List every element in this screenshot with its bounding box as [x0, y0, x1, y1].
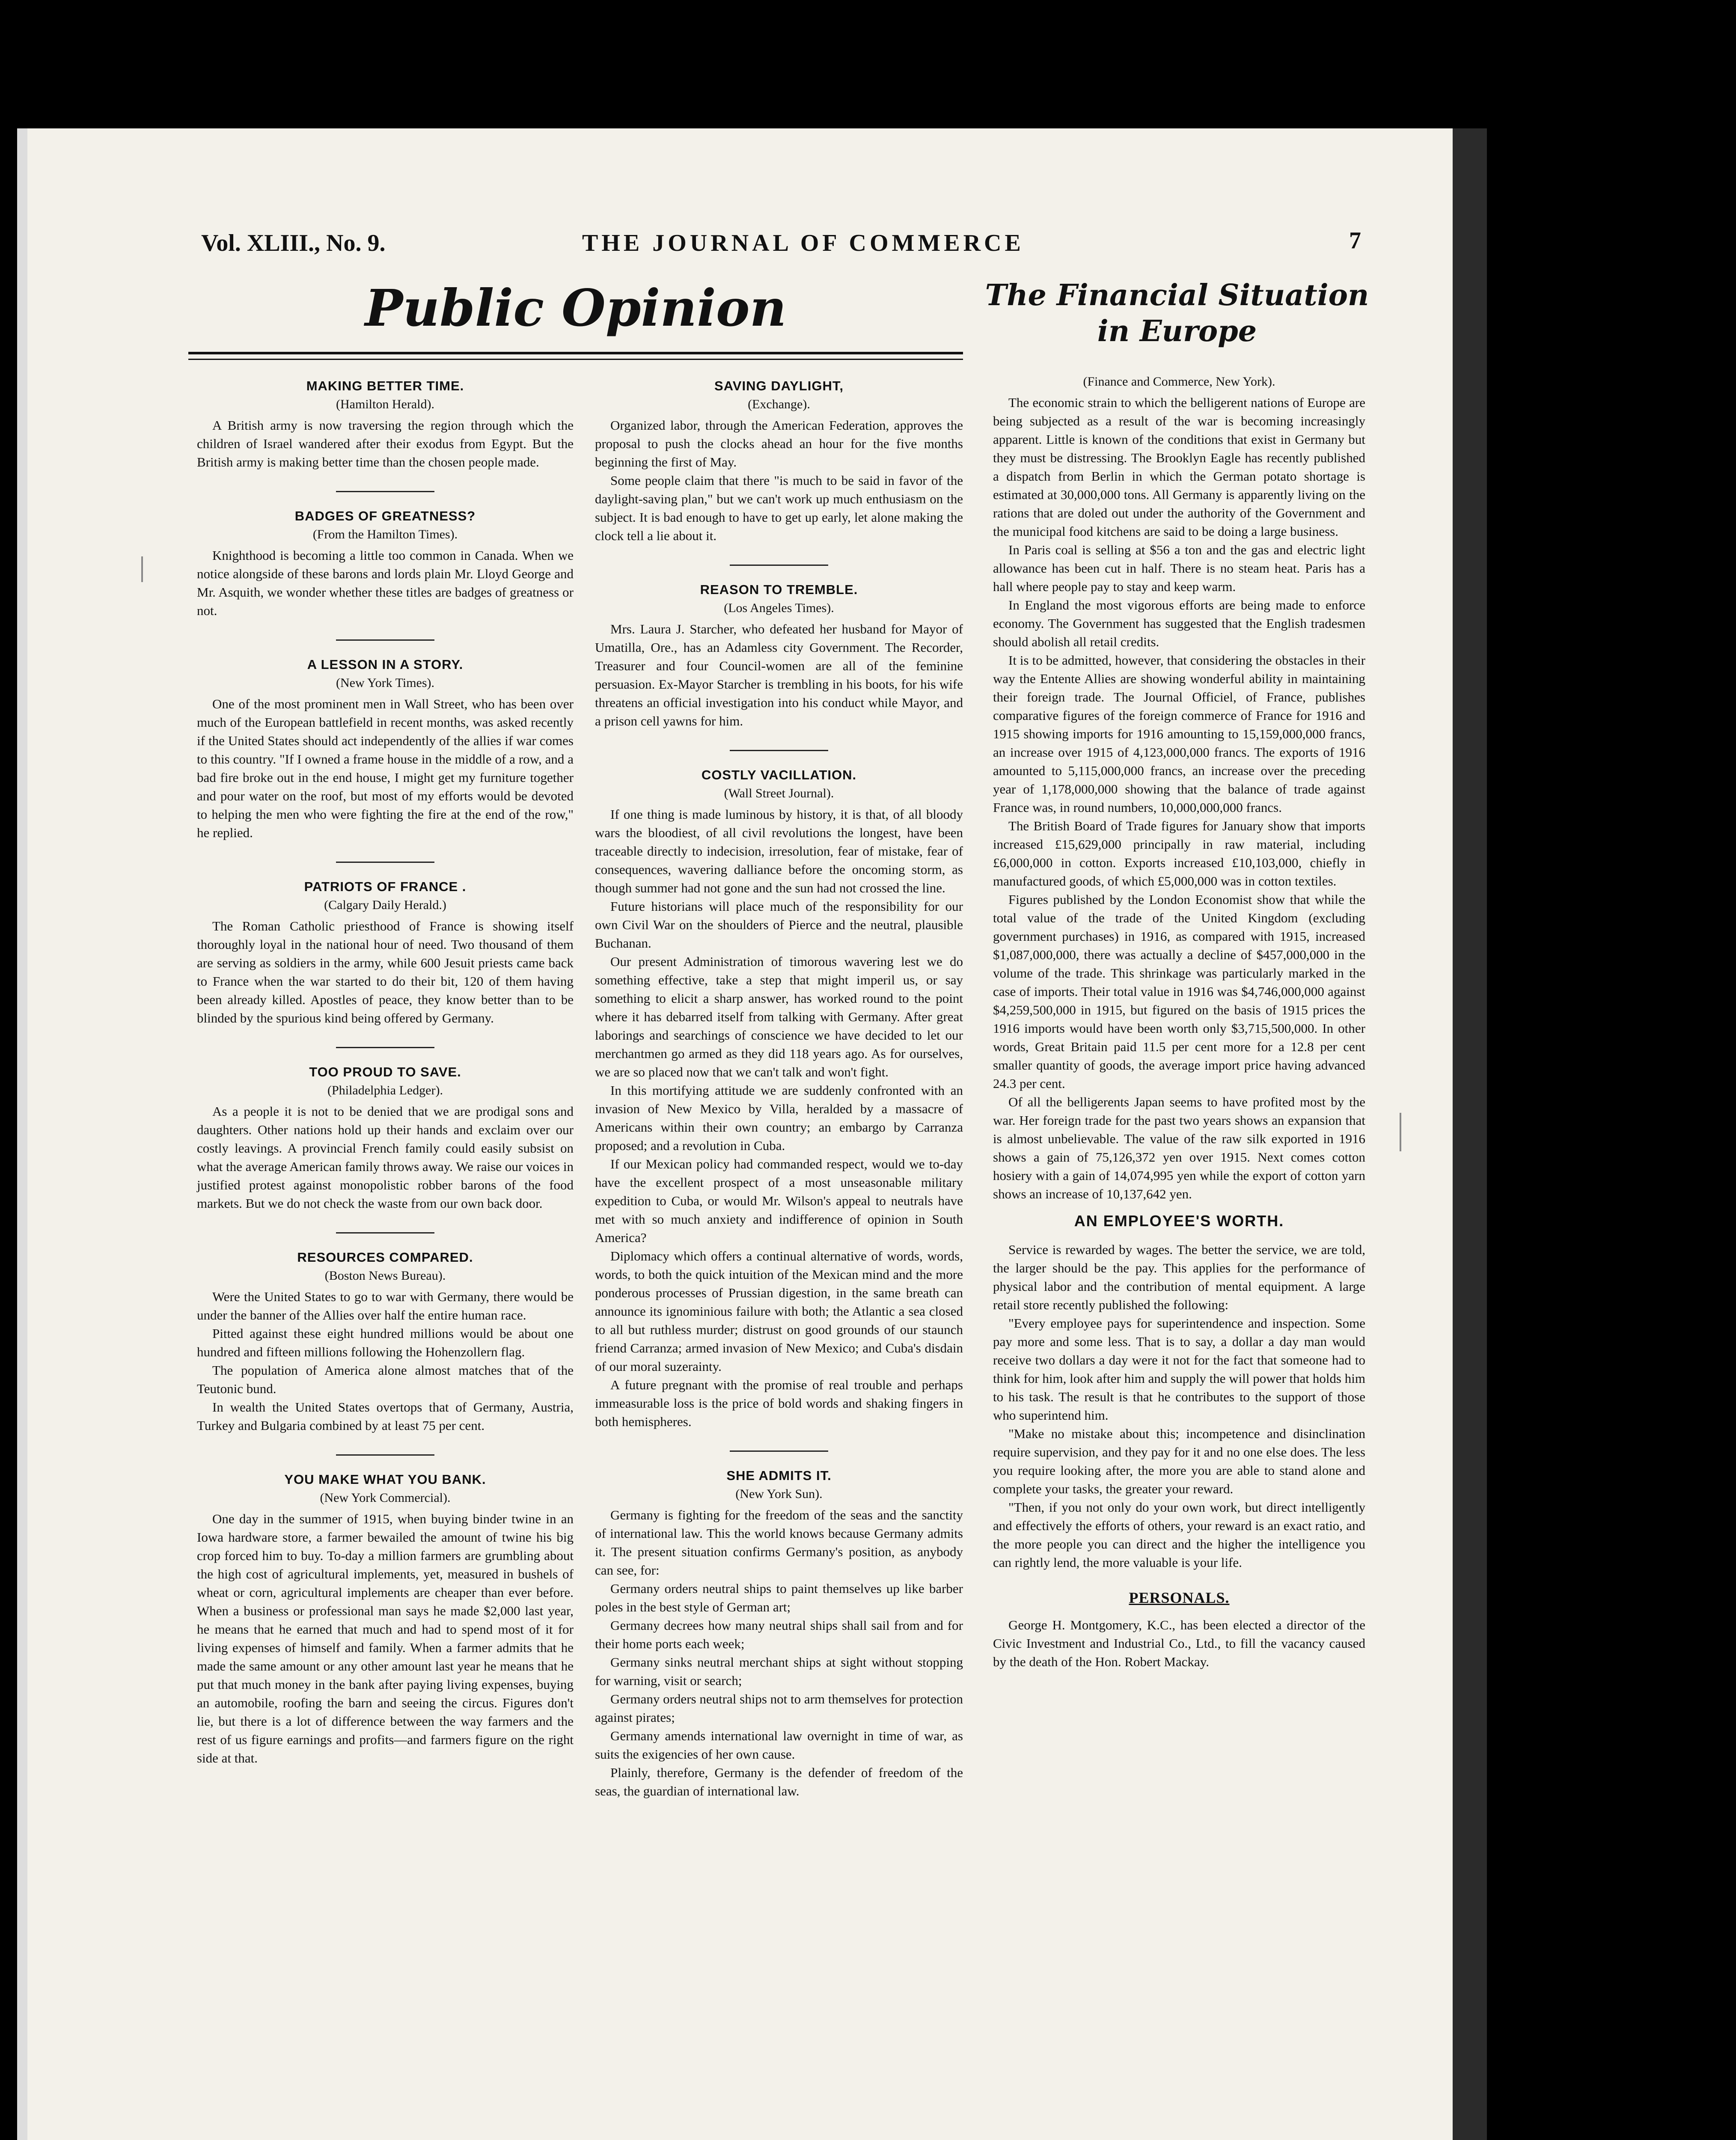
- article-source: (Wall Street Journal).: [724, 786, 834, 800]
- volume-number: Vol. XLIII., No. 9.: [201, 230, 386, 256]
- article-paragraph: It is to be admitted, however, that considering the obstacles in their way the Entente Allies are showing wonderful ability in maintaining their foreign trade. The Journal Officiel, of France, publishes comparative figures of the foreign commerce of France for 1916 and 1915 showing imports for 1916 amounting to 15,159,000,000 francs, an increase over 1915 of 4,123,000,000 francs. The exports of 1916 amounted to 5,115,000,000 francs, an increase over the preceding year of 1,178,000,000 showing that the balance of trade against France was, in round numbers, 10,000,000,000 francs.: [993, 653, 1365, 815]
- article-source: (New York Times).: [336, 676, 435, 690]
- article-source: (Philadelphia Ledger).: [327, 1083, 443, 1097]
- article: [197, 877, 574, 1027]
- article-title: YOU MAKE WHAT YOU BANK.: [284, 1472, 486, 1487]
- article-paragraph: If our Mexican policy had commanded respect, would we to-day have the excellent prospect of a most unseasonable military expedition to Cuba, or would Mr. Wilson's appeal to neutrals have met with so much anxiety and indifference of opinion in South America?: [595, 1156, 963, 1245]
- article-paragraph: Germany decrees how many neutral ships shall sail from and for their home ports each week;: [595, 1618, 963, 1651]
- article: [595, 580, 963, 730]
- article-source: (Boston News Bureau).: [324, 1269, 446, 1283]
- article-paragraph: One day in the summer of 1915, when buying binder twine in an Iowa hardware store, a farmer bewailed the amount of twine his big crop forced him to buy. To-day a million farmers are grumbling about the high cost of agricultural implements, yet, measured in bushels of wheat or corn, agricultural implements are cheaper than ever before. When a business or professional man says he made $2,000 last year, he means that he earned that much and had to spend most of it for living expenses of himself and family. When a farmer admits that he made the same amount or any other amount last year he means that he put that much money in the bank after paying living expenses, buying an automobile, roofing the barn and seeing the circus. Figures don't lie, but there is a lot of difference between the way farmers and the rest of us figure earnings and profits—and farmers figure on the right side at that.: [197, 1511, 574, 1766]
- article-paragraph: George H. Montgomery, K.C., has been elected a director of the Civic Investment and Industrial Co., Ltd., to fill the vacancy caused by the death of the Hon. Robert Mackay.: [993, 1617, 1365, 1669]
- article-paragraph: Organized labor, through the American Federation, approves the proposal to push the clocks ahead an hour for the five months beginning the first of May.: [595, 418, 963, 470]
- article-paragraph: If one thing is made luminous by history, it is that, of all bloody wars the bloodiest, of all civil revolutions the longest, have been traceable directly to indecision, irresolution, fear of mistake, fear of consequences, wavering dalliance before the oncoming storm, as though summer had not gone and the sun had not crossed the line.: [595, 807, 963, 895]
- article-title: MAKING BETTER TIME.: [306, 378, 464, 393]
- article-source: (From the Hamilton Times).: [312, 527, 458, 541]
- article-source: (Hamilton Herald).: [336, 397, 434, 411]
- article-divider: [730, 565, 828, 566]
- article: [197, 507, 574, 620]
- article-title: AN EMPLOYEE'S WORTH.: [1074, 1212, 1284, 1230]
- article: [197, 1470, 574, 1767]
- article-divider: [336, 639, 434, 641]
- article-source: (New York Sun).: [735, 1487, 823, 1501]
- article-divider: [336, 1047, 434, 1048]
- financial-article-body: [993, 393, 1365, 1203]
- article: [595, 1466, 963, 1800]
- article-title: PATRIOTS OF FRANCE .: [304, 879, 467, 894]
- article: [197, 1248, 574, 1435]
- article-divider: [730, 1450, 828, 1452]
- article-paragraph: Of all the belligerents Japan seems to have profited most by the war. Her foreign trade for the past two years shows an expansion that is almost unbelievable. The value of the raw silk exported in 1916 shows a gain of 75,126,372 yen over 1915. Next comes cotton hosiery with a gain of 14,074,995 yen while the export of cotton yarn shows an increase of 10,137,642 yen.: [993, 1094, 1365, 1201]
- article-source: (Calgary Daily Herald.): [324, 898, 446, 912]
- article-title: COSTLY VACILLATION.: [701, 767, 857, 782]
- article-title: REASON TO TREMBLE.: [700, 582, 858, 597]
- section-banner-public-opinion: [188, 270, 963, 364]
- article-paragraph: Figures published by the London Economist show that while the total value of the trade of the United Kingdom (excluding government purchases) in 1916, as compared with 1915, increased $1,087,000,000, there was actually a decline of $457,000,000 in the volume of the trade. This shrinkage was particularly marked in the case of imports. Their total value in 1916 was $4,746,000,000 against $4,259,500,000 in 1915, but figured on the basis of 1915 prices the 1916 imports would have been worth only $3,715,500,000. In other words, Great Britain paid 11.5 per cent more for a 12.8 per cent smaller quantity of goods, the average import price having advanced 24.3 per cent.: [993, 892, 1365, 1091]
- running-head: [188, 223, 1370, 261]
- article-title: BADGES OF GREATNESS?: [294, 508, 476, 523]
- article-paragraph: Germany is fighting for the freedom of the seas and the sanctity of international law. This the world knows because Germany admits it. The present situation confirms Germany's position, as anybody can see, for:: [595, 1507, 963, 1578]
- financial-title-line1: The Financial Situation: [985, 278, 1369, 312]
- section-banner-financial: [984, 270, 1370, 364]
- article-paragraph: Were the United States to go to war with Germany, there would be under the banner of the Allies over half the entire human race.: [197, 1289, 574, 1323]
- article-paragraph: "Then, if you not only do your own work, but direct intelligently and effectively the efforts of others, your reward is an exact ratio, and the more people you can direct and the higher the intelligence you can rightly lend, the more valuable is your life.: [993, 1500, 1365, 1570]
- article-paragraph: The British Board of Trade figures for January show that imports increased £15,629,000 principally in raw material, including £6,000,000 in cotton. Exports increased £10,103,000, chiefly in manufactured goods, of which £5,000,000 was in cotton textiles.: [993, 818, 1365, 889]
- article-title: SHE ADMITS IT.: [726, 1468, 832, 1483]
- column-1: [197, 372, 574, 1787]
- article-paragraph: Plainly, therefore, Germany is the defender of freedom of the seas, the guardian of international law.: [595, 1765, 963, 1798]
- article-paragraph: A British army is now traversing the region through which the children of Israel wandered after their exodus from Egypt. But the British army is making better time than the chosen people made.: [197, 418, 574, 470]
- article-title: SAVING DAYLIGHT,: [714, 378, 844, 393]
- binding-edge: [1453, 128, 1487, 2140]
- article-divider: [336, 1454, 434, 1456]
- article-divider: [336, 491, 434, 492]
- article-paragraph: A future pregnant with the promise of real trouble and perhaps immeasurable loss is the price of bold words and shaking fingers in both hemispheres.: [595, 1377, 963, 1429]
- article: [197, 377, 574, 471]
- article-title: PERSONALS.: [1129, 1589, 1230, 1606]
- article-paragraph: Future historians will place much of the responsibility for our own Civil War on the shoulders of Pierce and the neutral, plausible Buchanan.: [595, 899, 963, 951]
- financial-title-line2: in Europe: [1097, 314, 1257, 348]
- article-paragraph: The Roman Catholic priesthood of France is showing itself thoroughly loyal in the national hour of need. Two thousand of them are serving as soldiers in the army, while 600 Jesuit priests came back to France when the war started to do their bit, 120 of them having been already killed. Apostles of peace, they know better than to be blinded by the spurious kind being offered by Germany.: [197, 918, 574, 1025]
- article-paragraph: Diplomacy which offers a continual alternative of words, words, words, to both the quick intuition of the Mexican mind and the more ponderous processes of Prussian digestion, in the same breath can announce its ignominious failure with both; the Atlantic a sea closed to all but ruthless murder; distrust on good grounds of our staunch friend Carranza; armed invasion of New Mexico; and Cuba's disdain of our moral suzerainty.: [595, 1248, 963, 1374]
- personals-article-body: [993, 1616, 1365, 1671]
- article-title: TOO PROUD TO SAVE.: [309, 1064, 461, 1079]
- section-title: Public Opinion: [365, 278, 787, 338]
- article-source: (Los Angeles Times).: [724, 601, 834, 615]
- column-3: [993, 372, 1365, 1671]
- article-paragraph: Our present Administration of timorous wavering lest we do something effective, take a step that might imperil us, or say something to elicit a sharp answer, has worked round to the point where it has debarred itself from talking with Germany. After great laborings and searchings of conscience we have decided to let our merchantmen go armed as they did 118 years ago. As for ourselves, we are so placed now that we can't talk and won't fight.: [595, 954, 963, 1079]
- film-scratch: [1400, 1113, 1401, 1151]
- title-rule: [188, 352, 963, 360]
- article-paragraph: In Paris coal is selling at $56 a ton and the gas and electric light allowance has been cut in half. There is no steam heat. Paris has a hall where people pay to stay and keep warm.: [993, 542, 1365, 594]
- article-title: A LESSON IN A STORY.: [307, 657, 464, 672]
- article-paragraph: In wealth the United States overtops that of Germany, Austria, Turkey and Bulgaria combined by at least 75 per cent.: [197, 1400, 574, 1433]
- article-paragraph: "Every employee pays for superintendence and inspection. Some pay more and some less. That is to say, a dollar a day man would receive two dollars a day were it not for the fact that someone had to think for him, look after him and supply the will power that holds him to his task. The result is that he contributes to the support of those who superintend him.: [993, 1316, 1365, 1423]
- article-divider: [730, 750, 828, 751]
- article: [595, 377, 963, 545]
- article-paragraph: Germany sinks neutral merchant ships at sight without stopping for warning, visit or search;: [595, 1655, 963, 1688]
- article-paragraph: Germany orders neutral ships not to arm themselves for protection against pirates;: [595, 1691, 963, 1725]
- article-title: RESOURCES COMPARED.: [297, 1250, 473, 1265]
- article-paragraph: Some people claim that there "is much to be said in favor of the daylight-saving plan," but we can't work up much enthusiasm on the subject. It is bad enough to have to get up early, let alone making the clock tell a lie about it.: [595, 473, 963, 543]
- article-source: (Finance and Commerce, New York).: [1083, 374, 1275, 389]
- article: [197, 1063, 574, 1213]
- film-scratch: [141, 556, 143, 582]
- article-paragraph: Knighthood is becoming a little too common in Canada. When we notice alongside of these barons and lords plain Mr. Lloyd George and Mr. Asquith, we wonder whether these titles are badges of greatness or not.: [197, 548, 574, 618]
- article-paragraph: Pitted against these eight hundred millions would be about one hundred and fifteen millions following the Hohenzollern flag.: [197, 1326, 574, 1359]
- article-paragraph: In England the most vigorous efforts are being made to enforce economy. The Government has suggested that the English tradesmen should abolish all retail credits.: [993, 597, 1365, 649]
- column-2: [595, 372, 963, 1820]
- journal-name: THE JOURNAL OF COMMERCE: [582, 230, 1024, 256]
- page-content: [188, 223, 1370, 2140]
- article-source: (Exchange).: [748, 397, 810, 411]
- article-divider: [336, 1232, 434, 1233]
- article: [197, 655, 574, 842]
- article-source: (New York Commercial).: [320, 1491, 451, 1505]
- article-paragraph: The economic strain to which the belligerent nations of Europe are being subjected as a result of the war is becoming increasingly apparent. Little is known of the conditions that exist in Germany but they must be distressing. The Brooklyn Eagle has recently published a dispatch from Berlin in which the German potato shortage is estimated at 30,000,000 tons. All Germany is apparently living on the rations that are doled out under the authority of the Government and the municipal food kitchens are said to be doing a large business.: [993, 395, 1365, 539]
- article-paragraph: Germany amends international law overnight in time of war, as suits the exigencies of her own cause.: [595, 1728, 963, 1762]
- article-divider: [336, 862, 434, 863]
- article: [595, 766, 963, 1431]
- article-paragraph: "Make no mistake about this; incompetence and disinclination require supervision, and they pay for it and no one else does. The less you require looking after, the more you are able to stand alone and complete your tasks, the greater your reward.: [993, 1426, 1365, 1496]
- article-paragraph: Service is rewarded by wages. The better the service, we are told, the larger should be the pay. This applies for the performance of physical labor and the contribution of mental equipment. A large retail store recently published the following:: [993, 1242, 1365, 1312]
- article-paragraph: As a people it is not to be denied that we are prodigal sons and daughters. Other nations hold up their hands and exclaim over our costly leavings. A provincial French family could easily subsist on what the average American family throws away. We raise our voices in justified protest against monopolistic robber barons of the food markets. But we do not check the waste from our own back door.: [197, 1104, 574, 1211]
- article-paragraph: One of the most prominent men in Wall Street, who has been over much of the European battlefield in recent months, was asked recently if the United States should act independently of the allies if war comes to this country. "If I owned a frame house in the middle of a row, and a bad fire broke out in the end house, I might get my furniture together and pour water on the roof, but most of my efforts would be devoted to helping the men who were fighting the fire at the end of the row," he replied.: [197, 696, 574, 840]
- article-paragraph: In this mortifying attitude we are suddenly confronted with an invasion of New Mexico by Villa, heralded by a massacre of Americans within their own country; an embargo by Carranza proposed; and a revolution in Cuba.: [595, 1083, 963, 1153]
- employee-article-body: [993, 1240, 1365, 1572]
- page-number: 7: [1349, 227, 1361, 254]
- article-paragraph: The population of America alone almost matches that of the Teutonic bund.: [197, 1363, 574, 1396]
- article-paragraph: Germany orders neutral ships to paint themselves up like barber poles in the best style of German art;: [595, 1581, 963, 1614]
- article-paragraph: Mrs. Laura J. Starcher, who defeated her husband for Mayor of Umatilla, Ore., has an Adamless city Government. The Recorder, Treasurer and four Council-women are all of the feminine persuasion. Ex-Mayor Starcher is trembling in his boots, for his wife threatens an official investigation into his conduct while Mayor, and a prison cell yawns for him.: [595, 621, 963, 728]
